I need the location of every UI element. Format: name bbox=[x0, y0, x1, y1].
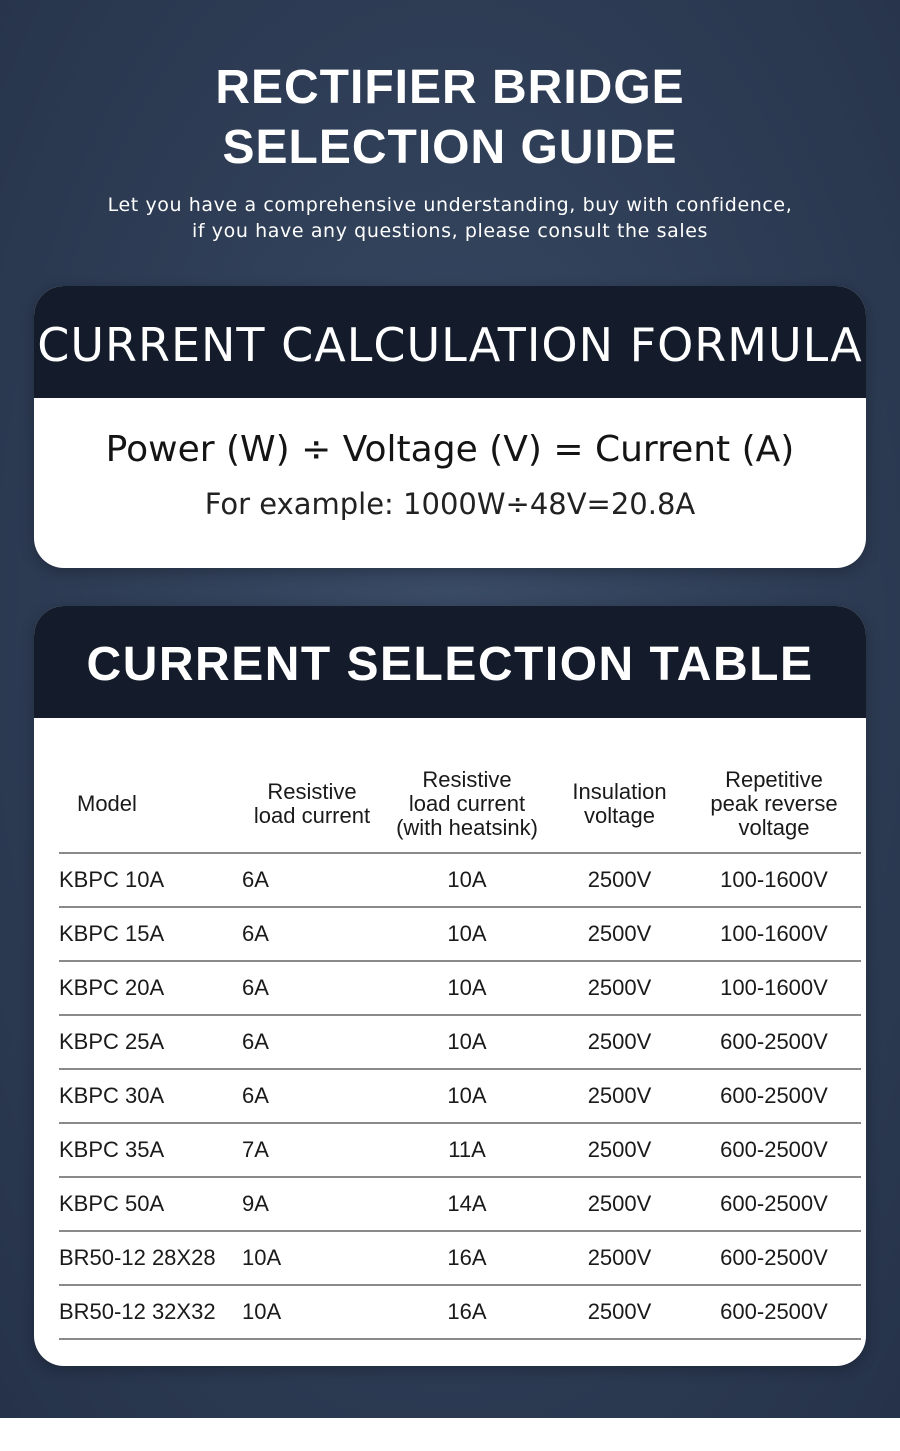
cell-model: KBPC 25A bbox=[59, 1015, 242, 1069]
cell-insulation: 2500V bbox=[552, 1069, 687, 1123]
cell-repetitive: 100-1600V bbox=[687, 853, 861, 907]
cell-model: KBPC 30A bbox=[59, 1069, 242, 1123]
col-repetitive-peak-reverse-voltage: Repetitive peak reverse voltage bbox=[687, 756, 861, 853]
cell-resistive: 6A bbox=[242, 1069, 382, 1123]
formula-text: Power (W) ÷ Voltage (V) = Current (A) bbox=[105, 429, 795, 470]
cell-resistive: 9A bbox=[242, 1177, 382, 1231]
cell-resistive: 6A bbox=[242, 853, 382, 907]
cell-insulation: 2500V bbox=[552, 1231, 687, 1285]
col-resistive-load-current: Resistive load current bbox=[242, 756, 382, 853]
cell-insulation: 2500V bbox=[552, 1285, 687, 1339]
cell-heatsink: 14A bbox=[382, 1177, 552, 1231]
cell-repetitive: 600-2500V bbox=[687, 1069, 861, 1123]
cell-model: KBPC 15A bbox=[59, 907, 242, 961]
subtitle-line-1: Let you have a comprehensive understanding, buy with confidence, bbox=[107, 194, 793, 216]
table-row bbox=[59, 1123, 861, 1177]
formula-example: For example: 1000W÷48V=20.8A bbox=[204, 487, 696, 521]
cell-repetitive: 600-2500V bbox=[687, 1123, 861, 1177]
selection-table-header: CURRENT SELECTION TABLE bbox=[34, 606, 866, 718]
cell-model: KBPC 50A bbox=[59, 1177, 242, 1231]
cell-heatsink: 10A bbox=[382, 1015, 552, 1069]
title-line-1: RECTIFIER BRIDGE bbox=[215, 61, 685, 114]
cell-resistive: 6A bbox=[242, 1015, 382, 1069]
table-row bbox=[59, 1285, 861, 1339]
cell-repetitive: 600-2500V bbox=[687, 1177, 861, 1231]
cell-insulation: 2500V bbox=[552, 1015, 687, 1069]
table-row bbox=[59, 1231, 861, 1285]
selection-table bbox=[59, 756, 861, 1340]
selection-table-card bbox=[34, 606, 866, 1366]
cell-heatsink: 10A bbox=[382, 853, 552, 907]
cell-heatsink: 16A bbox=[382, 1285, 552, 1339]
cell-resistive: 10A bbox=[242, 1231, 382, 1285]
cell-heatsink: 10A bbox=[382, 907, 552, 961]
cell-repetitive: 600-2500V bbox=[687, 1285, 861, 1339]
title-line-2: SELECTION GUIDE bbox=[222, 121, 678, 174]
cell-insulation: 2500V bbox=[552, 1123, 687, 1177]
subtitle-line-2: if you have any questions, please consult the sales bbox=[192, 220, 708, 242]
cell-model: KBPC 10A bbox=[59, 853, 242, 907]
cell-repetitive: 600-2500V bbox=[687, 1015, 861, 1069]
cell-repetitive: 600-2500V bbox=[687, 1231, 861, 1285]
cell-resistive: 7A bbox=[242, 1123, 382, 1177]
cell-model: KBPC 35A bbox=[59, 1123, 242, 1177]
cell-heatsink: 11A bbox=[382, 1123, 552, 1177]
page-subtitle bbox=[0, 192, 900, 244]
col-model: Model bbox=[59, 756, 242, 853]
cell-insulation: 2500V bbox=[552, 907, 687, 961]
cell-insulation: 2500V bbox=[552, 1177, 687, 1231]
table-row bbox=[59, 1069, 861, 1123]
cell-repetitive: 100-1600V bbox=[687, 961, 861, 1015]
cell-heatsink: 10A bbox=[382, 961, 552, 1015]
table-row bbox=[59, 1177, 861, 1231]
col-resistive-load-current-heatsink: Resistive load current (with heatsink) bbox=[382, 756, 552, 853]
cell-resistive: 6A bbox=[242, 907, 382, 961]
formula-card-header: CURRENT CALCULATION FORMULA bbox=[34, 286, 866, 398]
formula-card bbox=[34, 286, 866, 568]
table-row bbox=[59, 1015, 861, 1069]
cell-insulation: 2500V bbox=[552, 961, 687, 1015]
cell-resistive: 6A bbox=[242, 961, 382, 1015]
cell-heatsink: 10A bbox=[382, 1069, 552, 1123]
cell-model: BR50-12 28X28 bbox=[59, 1231, 242, 1285]
table-row bbox=[59, 907, 861, 961]
cell-heatsink: 16A bbox=[382, 1231, 552, 1285]
table-row bbox=[59, 961, 861, 1015]
table-header-row bbox=[59, 756, 861, 853]
cell-repetitive: 100-1600V bbox=[687, 907, 861, 961]
cell-model: KBPC 20A bbox=[59, 961, 242, 1015]
cell-model: BR50-12 32X32 bbox=[59, 1285, 242, 1339]
table-row bbox=[59, 853, 861, 907]
col-insulation-voltage: Insulation voltage bbox=[552, 756, 687, 853]
cell-insulation: 2500V bbox=[552, 853, 687, 907]
page-title bbox=[0, 58, 900, 178]
cell-resistive: 10A bbox=[242, 1285, 382, 1339]
